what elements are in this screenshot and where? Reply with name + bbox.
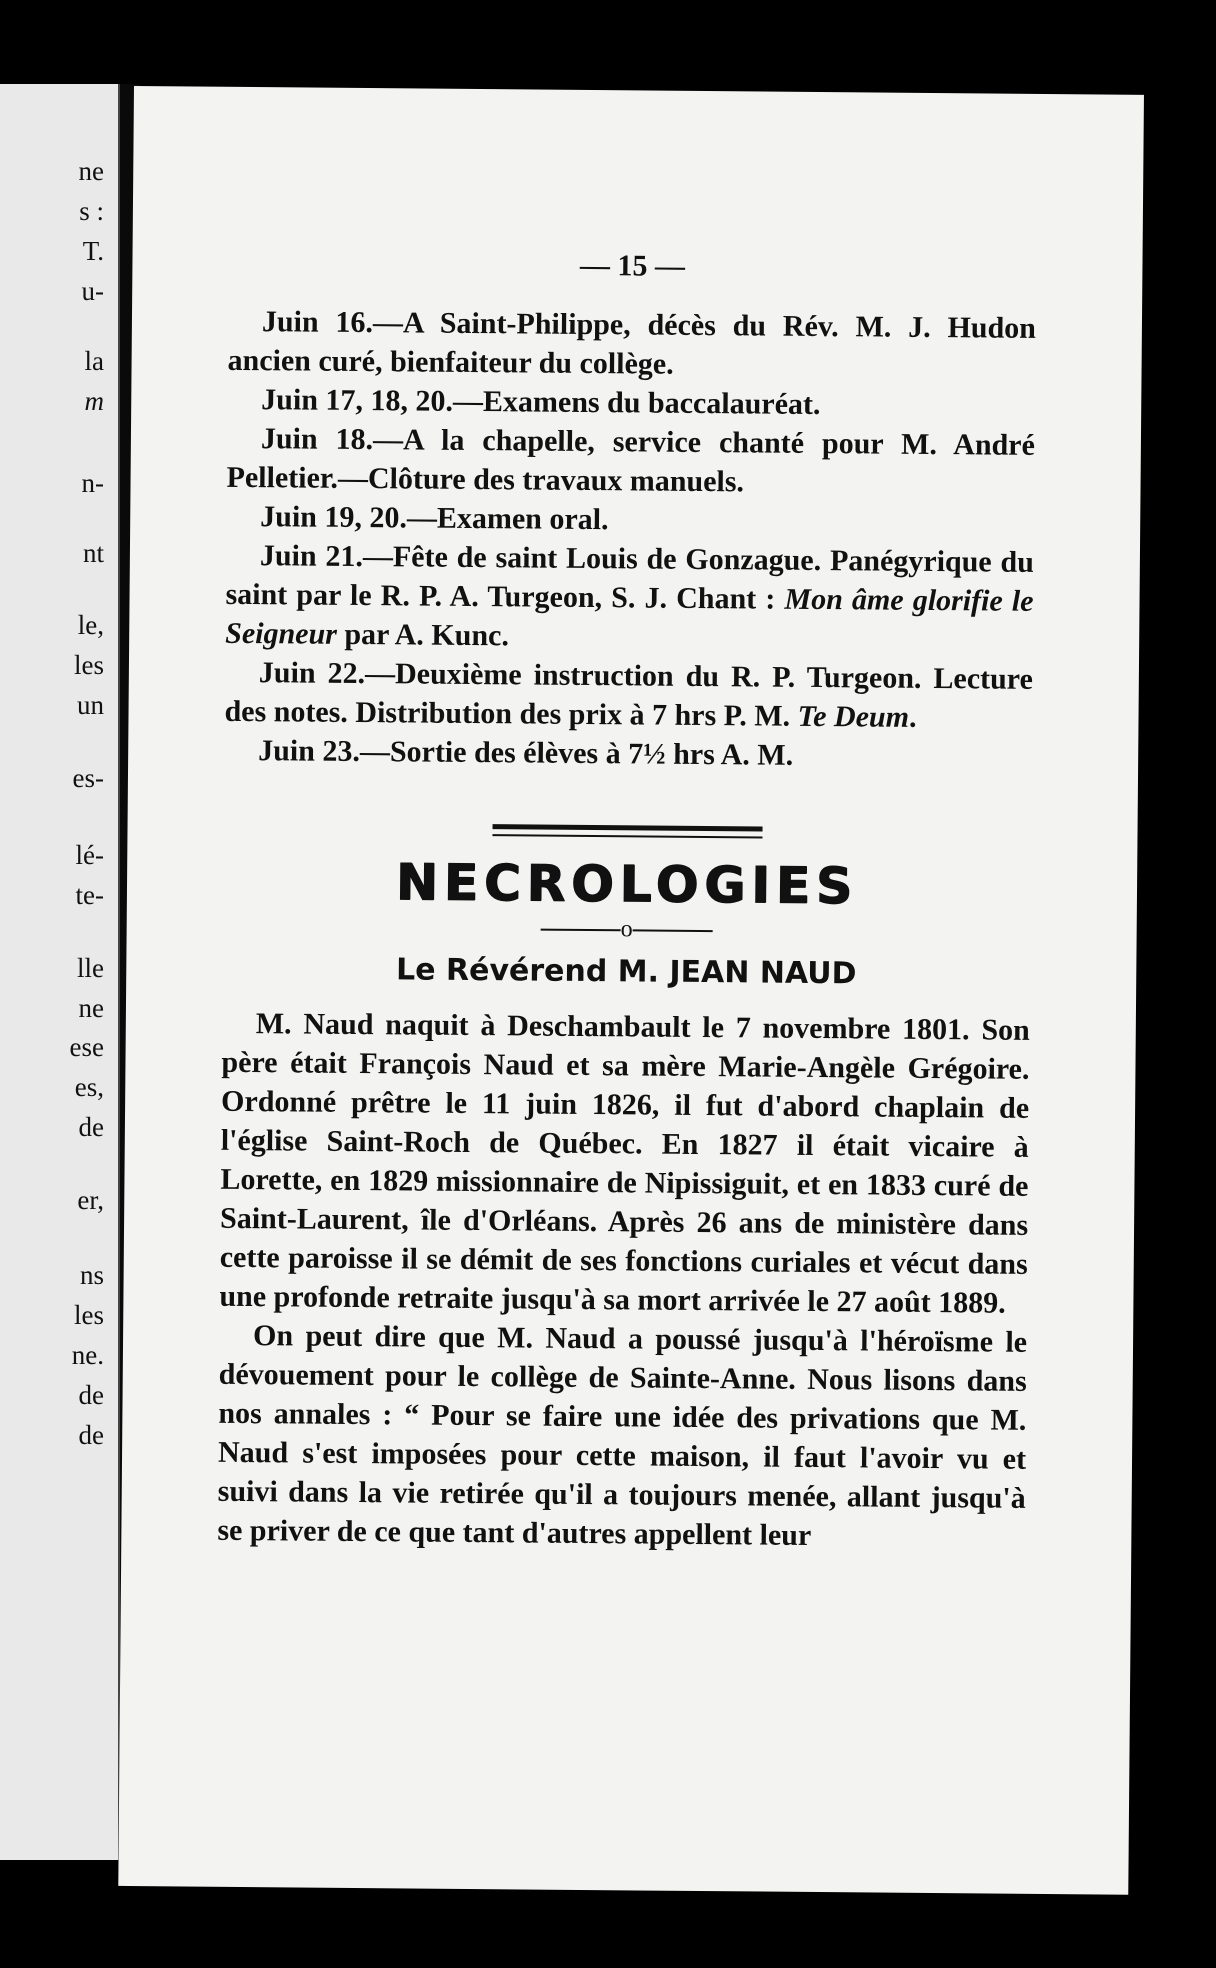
double-rule-divider (492, 824, 762, 838)
entry-text: Juin 21.—Fête de saint Louis de Gonzague. Panégyrique du saint par le R. P. A. Turgeon, S. J. Chant : (225, 539, 1035, 616)
left-page-text-fragment: s : (79, 196, 104, 226)
chronicle-entry-1: Juin 16.—A Saint-Philippe, décès du Rév. M. J. Hudon ancien curé, bienfaiteur du collège. (227, 305, 1037, 381)
left-page-text-fragment: un (77, 690, 104, 720)
chronicle-entry-7: Juin 23.—Sortie des élèves à 7½ hrs A. M. (258, 734, 794, 772)
hymn-title: Te Deum (797, 699, 910, 734)
obituary-paragraph-2: On peut dire que M. Naud a poussé jusqu'à l'héroïsme le dévouement pour le collège de Sainte-Anne. Nous lisons dans nos annales : “ Pour se faire une idée des privations que M. Naud s'est imposées pour cette maison, il faut l'avoir vu et suivi dans la vie retirée qu'il a toujours menée, allant jusqu'à se priver de ce que tant d'autres appellent leur (217, 1319, 1028, 1552)
divider-char: o (620, 916, 633, 943)
left-page-text-fragment: les (74, 650, 104, 680)
left-page-text-fragment: lle (77, 953, 104, 983)
obituary-title: Le Révérend M. JEAN NAUD (395, 952, 857, 992)
page-15 (118, 86, 1144, 1895)
left-page-text-fragment: n- (81, 468, 104, 498)
left-page-text-fragment: de (78, 1112, 104, 1142)
left-page-text-fragment: nt (82, 538, 104, 568)
section-heading: NECROLOGIES (395, 853, 859, 916)
left-facing-page (0, 84, 120, 1860)
left-page-text-fragment: lé- (75, 840, 104, 870)
left-page-text-fragment: le, (77, 610, 104, 640)
left-page-text-fragment: ne (78, 993, 104, 1023)
entry-text: . (908, 700, 917, 734)
chronicle-entry-4: Juin 19, 20.—Examen oral. (260, 500, 609, 537)
left-page-text-fragment: les (74, 1300, 104, 1330)
left-page-text-fragment: T. (82, 236, 104, 266)
page-number: — 15 — (579, 248, 686, 283)
left-page-text-fragment: es, (74, 1072, 104, 1102)
chronicle-entry-6 (224, 653, 1033, 738)
left-page-text-fragment: te- (75, 880, 104, 910)
hymn-title: Mon âme glorifie le Seigneur (225, 582, 1034, 651)
left-page-text-fragment: de (78, 1380, 104, 1410)
entry-text: Juin 22.—Deuxième instruction du R. P. Turgeon. Lecture des notes. Distribution des prix à 7 hrs P. M. (224, 656, 1034, 733)
left-page-text-fragment: m (84, 386, 104, 416)
left-page-text-fragment: ese (69, 1032, 104, 1062)
left-page-text-fragment: er, (77, 1185, 104, 1215)
left-page-text-fragment: de (78, 1420, 104, 1450)
divider-line (541, 929, 621, 932)
left-page-text-fragment: ne. (71, 1340, 104, 1370)
obituary-paragraph-1: M. Naud naquit à Deschambault le 7 novembre 1801. Son père était François Naud et sa mère Marie-Angèle Grégoire. Ordonné prêtre le 11 juin 1826, il fut d'abord chaplain de l'église Saint-Roch de Québec. En 1827 il était vicaire à Lorette, en 1829 missionnaire de Nipissiguit, et en 1833 curé de Saint-Laurent, île d'Orléans. Après 26 ans de ministère dans cette paroisse il se démit de ses fonctions curiales et vécut dans une profonde retraite jusqu'à sa mort arrivée le 27 août 1889. (219, 1007, 1030, 1320)
entry-text: par A. Kunc. (336, 617, 510, 653)
left-page-text-fragment: ne (78, 156, 104, 186)
left-page-text-fragment: la (84, 346, 104, 376)
left-page-text-fragment: ns (79, 1260, 104, 1290)
chronicle-entry-2: Juin 17, 18, 20.—Examens du baccalauréat. (261, 383, 821, 422)
page-content (217, 243, 1036, 1557)
ornament-divider (223, 911, 1031, 948)
left-page-text-fragment: u- (81, 276, 104, 306)
chronicle-entry-3: Juin 18.—A la chapelle, service chanté pour M. André Pelletier.—Clôture des travaux manuels. (226, 422, 1036, 499)
divider-line (633, 930, 713, 933)
chronicle-entry-5 (225, 536, 1034, 660)
left-page-text-fragment: es- (72, 763, 104, 793)
